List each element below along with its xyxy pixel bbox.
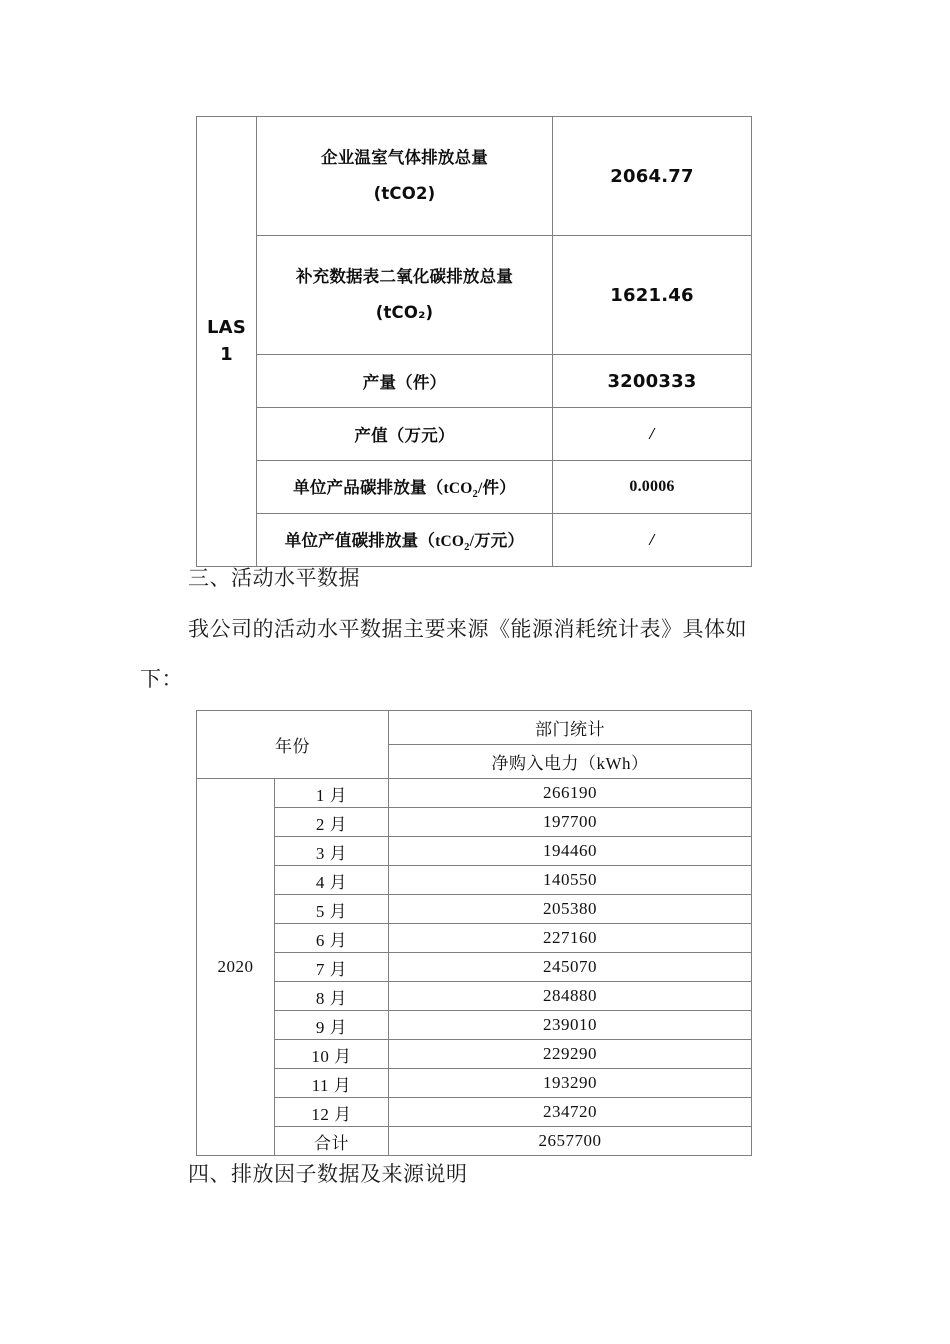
month-cell: 3 月 [275, 837, 389, 866]
month-cell: 6 月 [275, 924, 389, 953]
table-row [197, 1098, 752, 1127]
month-cell: 8 月 [275, 982, 389, 1011]
paragraph-activity-source-line1: 我公司的活动水平数据主要来源《能源消耗统计表》具体如 [188, 617, 747, 641]
row-label-line1: 补充数据表二氧化碳排放总量 [295, 266, 514, 286]
table-row [197, 779, 752, 808]
table-header-row [197, 711, 752, 745]
month-cell: 11 月 [275, 1069, 389, 1098]
group-label-cell [197, 117, 257, 567]
row-label-supplementary-co2 [257, 236, 553, 355]
row-label-total-ghg [257, 117, 553, 236]
table-row [197, 1040, 752, 1069]
table-row [197, 514, 752, 567]
table-row [197, 953, 752, 982]
month-cell: 9 月 [275, 1011, 389, 1040]
row-value-output-quantity: 3200333 [553, 355, 752, 408]
row-label-unit-output-carbon: 单位产值碳排放量（tCO$_2$/万元） [257, 514, 553, 567]
table-row [197, 355, 752, 408]
table-row [197, 924, 752, 953]
table-row [197, 236, 752, 355]
row-label-line1: 企业温室气体排放总量 [321, 147, 488, 167]
table-row [197, 982, 752, 1011]
month-cell: 4 月 [275, 866, 389, 895]
value-cell: 284880 [389, 982, 752, 1011]
row-value-output-value: / [553, 408, 752, 461]
section-heading-4: 四、排放因子数据及来源说明 [188, 1162, 468, 1186]
table-row [197, 1011, 752, 1040]
value-cell: 140550 [389, 866, 752, 895]
table-row [197, 408, 752, 461]
value-cell: 194460 [389, 837, 752, 866]
row-label-line2: (tCO₂) [375, 303, 434, 322]
row-value-unit-product-carbon: 0.0006 [553, 461, 752, 514]
value-cell: 234720 [389, 1098, 752, 1127]
table-row [197, 1069, 752, 1098]
value-cell: 193290 [389, 1069, 752, 1098]
value-cell: 266190 [389, 779, 752, 808]
row-label-output-quantity: 产量（件） [257, 355, 553, 408]
value-cell: 239010 [389, 1011, 752, 1040]
value-cell: 197700 [389, 808, 752, 837]
row-label-line2: (tCO2) [373, 184, 436, 203]
table-row [197, 895, 752, 924]
section-heading-3: 三、活动水平数据 [188, 566, 360, 590]
month-cell-total: 合计 [275, 1127, 389, 1156]
group-label-line1: LAS [207, 317, 246, 339]
header-group: 部门统计 [389, 711, 752, 745]
emissions-summary-table-wrap [196, 116, 751, 567]
activity-data-table-wrap [196, 710, 751, 1156]
month-cell: 1 月 [275, 779, 389, 808]
paragraph-activity-source-line2: 下： [140, 667, 183, 691]
month-cell: 5 月 [275, 895, 389, 924]
month-cell: 7 月 [275, 953, 389, 982]
year-cell: 2020 [197, 779, 275, 1156]
table-row [197, 1127, 752, 1156]
value-cell-total: 2657700 [389, 1127, 752, 1156]
row-value-supplementary-co2: 1621.46 [553, 236, 752, 355]
value-cell: 205380 [389, 895, 752, 924]
emissions-summary-table [196, 116, 752, 567]
table-row [197, 808, 752, 837]
table-row [197, 866, 752, 895]
month-cell: 10 月 [275, 1040, 389, 1069]
value-cell: 245070 [389, 953, 752, 982]
header-metric: 净购入电力（kWh） [389, 745, 752, 779]
table-row [197, 837, 752, 866]
activity-data-table [196, 710, 752, 1156]
row-value-total-ghg: 2064.77 [553, 117, 752, 236]
month-cell: 12 月 [275, 1098, 389, 1127]
value-cell: 227160 [389, 924, 752, 953]
table-row [197, 461, 752, 514]
month-cell: 2 月 [275, 808, 389, 837]
row-value-unit-output-carbon: / [553, 514, 752, 567]
header-year: 年份 [197, 711, 389, 779]
row-label-unit-product-carbon: 单位产品碳排放量（tCO$_2$/件） [257, 461, 553, 514]
group-label-line2: 1 [220, 343, 233, 365]
value-cell: 229290 [389, 1040, 752, 1069]
row-label-output-value: 产值（万元） [257, 408, 553, 461]
table-row [197, 117, 752, 236]
